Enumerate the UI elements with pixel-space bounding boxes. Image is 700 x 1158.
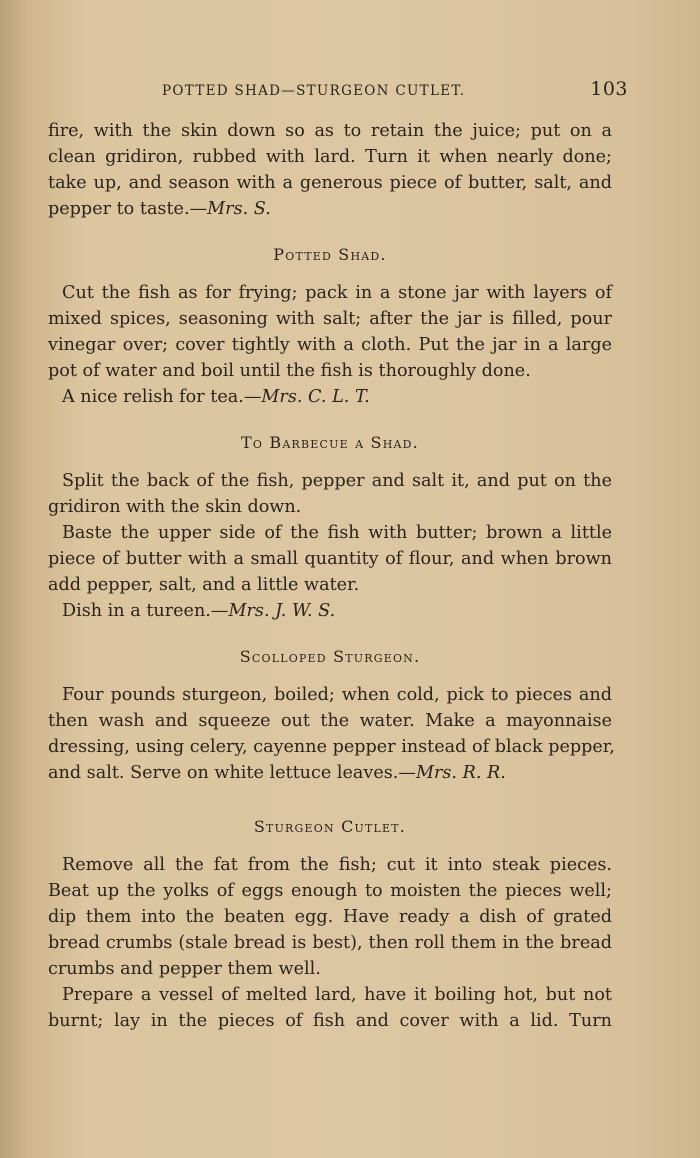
- contributor-signature: Mrs. R. R.: [415, 763, 506, 783]
- text-line: vinegar over; cover tightly with a cloth. Put the jar in a large: [48, 335, 612, 355]
- text-line: Remove all the fat from the fish; cut it into steak pieces.: [62, 855, 612, 875]
- contributor-signature: Mrs. J. W. S.: [228, 601, 336, 621]
- contributor-signature: Mrs. C. L. T.: [261, 387, 370, 407]
- text-line: Cut the fish as for frying; pack in a stone jar with layers of: [62, 283, 612, 303]
- text-line: Baste the upper side of the fish with butter; brown a little: [62, 523, 612, 543]
- recipe-heading-potted-shad: Potted Shad.: [273, 245, 387, 264]
- text-line: add pepper, salt, and a little water.: [48, 575, 360, 595]
- running-head: [160, 78, 628, 100]
- text-line: Prepare a vessel of melted lard, have it boiling hot, but not: [62, 985, 612, 1005]
- text-line: clean gridiron, rubbed with lard. Turn it when nearly done;: [48, 147, 612, 167]
- text-line: burnt; lay in the pieces of fish and cover with a lid. Turn: [48, 1011, 612, 1031]
- text-line: then wash and squeeze out the water. Make a mayonnaise: [48, 711, 612, 731]
- recipe-heading-sturgeon-cutlet: Sturgeon Cutlet.: [253, 817, 407, 836]
- page-number: 103: [590, 78, 628, 100]
- text-line: gridiron with the skin down.: [48, 497, 302, 517]
- text-line: bread crumbs (stale bread is best), then roll them in the bread: [48, 933, 612, 953]
- text-line: A nice relish for tea.—Mrs. C. L. T.: [62, 387, 370, 407]
- text-line: pot of water and boil until the fish is thoroughly done.: [48, 361, 531, 381]
- page-body: [48, 118, 615, 1034]
- text-line: Dish in a tureen.—Mrs. J. W. S.: [62, 601, 336, 621]
- text-line: mixed spices, seasoning with salt; after the jar is filled, pour: [48, 309, 612, 329]
- text-line: dip them into the beaten egg. Have ready a dish of grated: [48, 907, 612, 927]
- text-line: piece of butter with a small quantity of flour, and when brown: [48, 549, 612, 569]
- text-line: Split the back of the fish, pepper and salt it, and put on the: [62, 471, 612, 491]
- text-line: take up, and season with a generous piece of butter, salt, and: [48, 173, 612, 193]
- text-line: dressing, using celery, cayenne pepper instead of black pepper,: [48, 737, 615, 757]
- text-line: fire, with the skin down so as to retain the juice; put on a: [48, 121, 612, 141]
- text-line: and salt. Serve on white lettuce leaves.—Mrs. R. R.: [48, 763, 506, 783]
- text-line: pepper to taste.—Mrs. S.: [48, 199, 271, 219]
- running-head-title: POTTED SHAD—STURGEON CUTLET.: [162, 83, 466, 99]
- text-line: Four pounds sturgeon, boiled; when cold, pick to pieces and: [62, 685, 612, 705]
- recipe-heading-scolloped-sturgeon: Scolloped Sturgeon.: [239, 647, 421, 666]
- text-line: Beat up the yolks of eggs enough to moisten the pieces well;: [48, 881, 612, 901]
- contributor-signature: Mrs. S.: [207, 199, 271, 219]
- text-line: crumbs and pepper them well.: [48, 959, 321, 979]
- recipe-heading-barbecue-shad: To Barbecue a Shad.: [241, 433, 419, 452]
